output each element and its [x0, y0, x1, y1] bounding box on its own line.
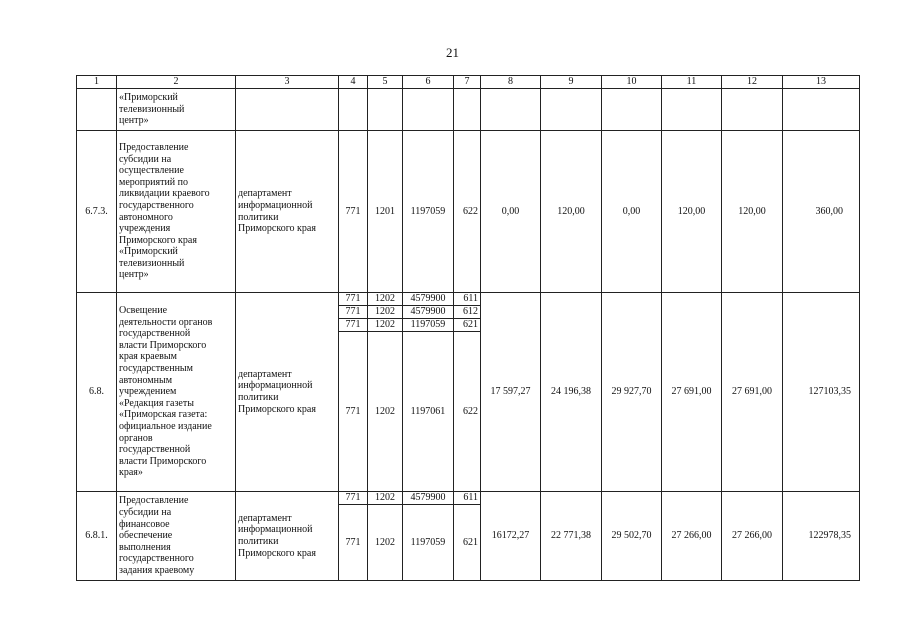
budget-table	[76, 75, 860, 581]
amount-col-10: 29 927,70	[602, 293, 662, 492]
column-header: 13	[783, 76, 860, 89]
amount-col-10: 29 502,70	[602, 492, 662, 581]
empty-cell	[403, 89, 454, 131]
amount-total: 360,00	[783, 131, 860, 293]
empty-cell	[602, 89, 662, 131]
executor-cell	[236, 89, 339, 131]
amount-col-12: 27 691,00	[722, 293, 783, 492]
code-ministry: 771	[339, 306, 368, 319]
column-header-row	[77, 76, 860, 89]
column-header: 12	[722, 76, 783, 89]
executor-department: департамент информационной политики Приморского края	[236, 131, 339, 293]
code-ministry: 771	[339, 332, 368, 492]
code-section: 1202	[368, 319, 403, 332]
code-expense-type: 611	[454, 293, 481, 306]
table-row	[77, 293, 860, 306]
code-section: 1202	[368, 293, 403, 306]
code-ministry: 771	[339, 293, 368, 306]
activity-description: Предоставление субсидии на осуществление мероприятий по ликвидации краевого государственного автономного учреждения Приморского края «Приморский телевизионный центр»	[117, 131, 236, 293]
code-target: 1197059	[403, 319, 454, 332]
amount-col-11: 27 691,00	[662, 293, 722, 492]
page-number: 21	[446, 45, 459, 60]
table-row	[77, 131, 860, 293]
empty-cell	[481, 89, 541, 131]
code-expense-type: 621	[454, 319, 481, 332]
row-number: 6.8.1.	[77, 492, 117, 581]
amount-col-8: 0,00	[481, 131, 541, 293]
amount-total: 122978,35	[783, 492, 860, 581]
column-header: 11	[662, 76, 722, 89]
amount-col-10: 0,00	[602, 131, 662, 293]
empty-cell	[339, 89, 368, 131]
code-section: 1202	[368, 306, 403, 319]
empty-cell	[783, 89, 860, 131]
column-header: 10	[602, 76, 662, 89]
amount-col-9: 120,00	[541, 131, 602, 293]
row-number: 6.7.3.	[77, 131, 117, 293]
code-ministry: 771	[339, 319, 368, 332]
code-expense-type: 622	[454, 131, 481, 293]
amount-col-9: 24 196,38	[541, 293, 602, 492]
empty-cell	[368, 89, 403, 131]
activity-description: Освещение деятельности органов государственной власти Приморского края краевым государственным автономным учреждением «Редакция газеты «Приморская газета: официальное издание органов государственной власти Приморского края»	[117, 293, 236, 492]
amount-col-9: 22 771,38	[541, 492, 602, 581]
code-ministry: 771	[339, 131, 368, 293]
row-number: 6.8.	[77, 293, 117, 492]
amount-total: 127103,35	[783, 293, 860, 492]
code-expense-type: 621	[454, 505, 481, 581]
column-header: 1	[77, 76, 117, 89]
column-header: 9	[541, 76, 602, 89]
empty-cell	[722, 89, 783, 131]
code-target: 4579900	[403, 492, 454, 505]
amount-col-12: 27 266,00	[722, 492, 783, 581]
column-header: 2	[117, 76, 236, 89]
empty-cell	[454, 89, 481, 131]
amount-col-11: 27 266,00	[662, 492, 722, 581]
code-section: 1202	[368, 492, 403, 505]
column-header: 5	[368, 76, 403, 89]
amount-col-8: 16172,27	[481, 492, 541, 581]
amount-col-11: 120,00	[662, 131, 722, 293]
code-expense-type: 612	[454, 306, 481, 319]
column-header: 3	[236, 76, 339, 89]
row-number-cell	[77, 89, 117, 131]
column-header: 7	[454, 76, 481, 89]
code-expense-type: 611	[454, 492, 481, 505]
executor-department: департамент информационной политики Приморского края	[236, 492, 339, 581]
table-row	[77, 89, 860, 131]
amount-col-8: 17 597,27	[481, 293, 541, 492]
code-section: 1202	[368, 505, 403, 581]
code-target: 1197059	[403, 505, 454, 581]
column-header: 4	[339, 76, 368, 89]
code-section: 1202	[368, 332, 403, 492]
code-target: 1197061	[403, 332, 454, 492]
code-section: 1201	[368, 131, 403, 293]
amount-col-12: 120,00	[722, 131, 783, 293]
code-ministry: 771	[339, 505, 368, 581]
code-expense-type: 622	[454, 332, 481, 492]
column-header: 8	[481, 76, 541, 89]
empty-cell	[662, 89, 722, 131]
column-header: 6	[403, 76, 454, 89]
activity-description: Предоставление субсидии на финансовое обеспечение выполнения государственного задания краевому	[117, 492, 236, 581]
empty-cell	[541, 89, 602, 131]
table-row	[77, 492, 860, 505]
executor-department: департамент информационной политики Приморского края	[236, 293, 339, 492]
activity-description: «Приморский телевизионный центр»	[117, 89, 236, 131]
code-target: 1197059	[403, 131, 454, 293]
code-target: 4579900	[403, 293, 454, 306]
code-ministry: 771	[339, 492, 368, 505]
code-target: 4579900	[403, 306, 454, 319]
